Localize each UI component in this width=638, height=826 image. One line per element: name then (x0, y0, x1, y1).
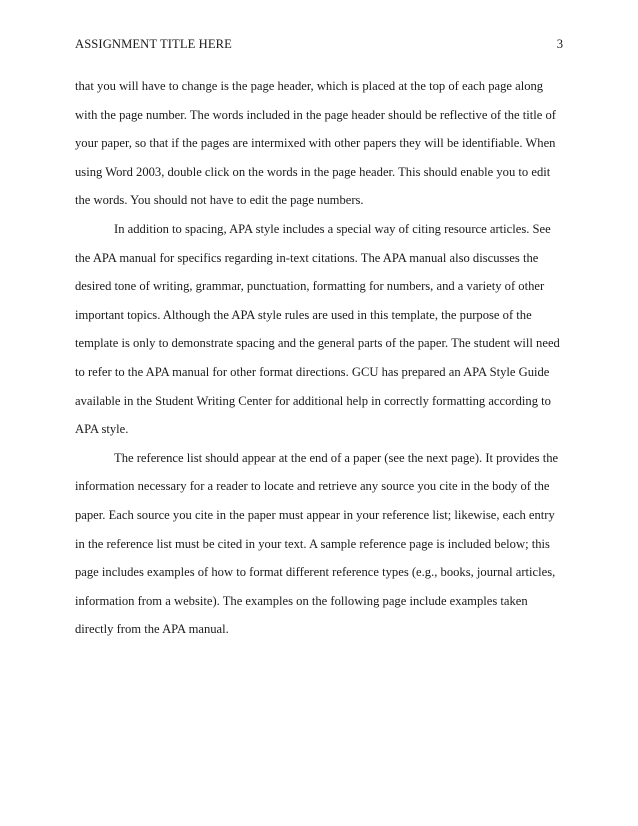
page-number: 3 (556, 37, 563, 51)
text-line: APA style. (75, 422, 129, 437)
text-line: desired tone of writing, grammar, punctuation, formatting for numbers, and a variety of other (75, 279, 545, 294)
text-line: the words. You should not have to edit the page numbers. (75, 193, 364, 208)
paragraph-reference-list (75, 444, 565, 644)
text-line: In addition to spacing, APA style includes a special way of citing resource articles. See (114, 221, 551, 236)
text-line: important topics. Although the APA style rules are used in this template, the purpose of the (75, 307, 532, 322)
text-line: directly from the APA manual. (75, 622, 229, 637)
text-line: available in the Student Writing Center for additional help in correctly formatting according to (75, 393, 551, 408)
text-line: page includes examples of how to format different reference types (e.g., books, journal articles, (75, 565, 556, 580)
text-line: with the page number. The words included in the page header should be reflective of the title of (75, 107, 556, 122)
running-head: ASSIGNMENT TITLE HERE (75, 37, 232, 51)
text-line: information from a website). The examples on the following page include examples taken (75, 593, 528, 608)
paragraph-continuation (75, 72, 565, 215)
text-line: in the reference list must be cited in your text. A sample reference page is included below; this (75, 536, 550, 551)
text-line: using Word 2003, double click on the words in the page header. This should enable you to edit (75, 164, 551, 179)
text-line: your paper, so that if the pages are intermixed with other papers they will be identifiable. When (75, 136, 556, 151)
paragraph-apa-style (75, 215, 565, 444)
text-line: the APA manual for specifics regarding in-text citations. The APA manual also discusses the (75, 250, 539, 265)
body-text (75, 72, 565, 644)
text-line: The reference list should appear at the end of a paper (see the next page). It provides the (114, 450, 559, 465)
text-line: paper. Each source you cite in the paper must appear in your reference list; likewise, each entry (75, 507, 555, 522)
text-line: to refer to the APA manual for other format directions. GCU has prepared an APA Style Guide (75, 364, 550, 379)
text-line: that you will have to change is the page header, which is placed at the top of each page along (75, 79, 544, 93)
text-line: template is only to demonstrate spacing and the general parts of the paper. The student will need (75, 336, 560, 351)
text-line: information necessary for a reader to locate and retrieve any source you cite in the body of the (75, 479, 550, 494)
